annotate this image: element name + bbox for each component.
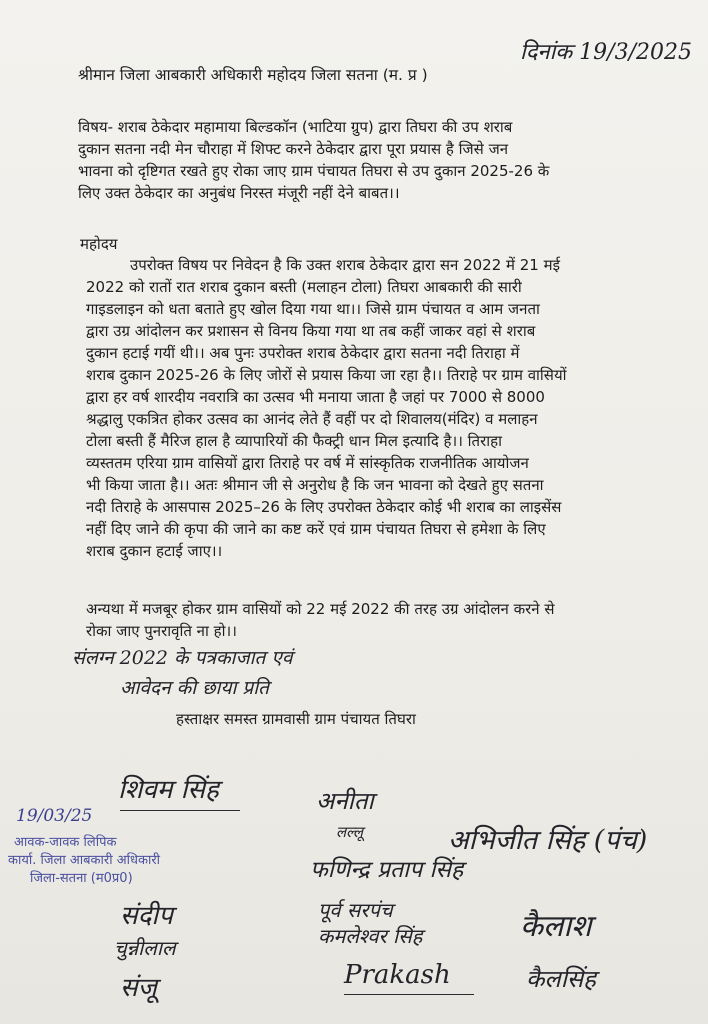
body-line: गाइडलाइन को धता बताते हुए खोल दिया गया था।। जिसे ग्राम पंचायत व आम जनता (86, 300, 540, 318)
signature: लल्लू (336, 823, 364, 841)
salutation: महोदय (80, 235, 118, 253)
closing-line: अन्यथा में मजबूर होकर ग्राम वासियों को 22 मई 2022 की तरह उग्र आंदोलन करने से (86, 600, 555, 618)
body-line: टोला बस्ती हैं मैरिज हाल है व्यापारियों की फैक्ट्री धान मिल इत्यादि है।। तिराहा (86, 432, 502, 450)
stamp-date: 19/03/25 (16, 806, 93, 826)
signature: संजू (120, 973, 157, 1003)
subject-line: दुकान सतना नदी मेन चौराहा में शिफ्ट करने ठेकेदार द्वारा पूरा प्रयास है जिसे जन (78, 140, 509, 158)
signature: शिवम सिंह (118, 775, 219, 805)
signature: चुन्नीलाल (114, 936, 176, 960)
signature: कैलाश (520, 909, 592, 944)
signature: संदीप (120, 901, 173, 931)
signature: कैलसिंह (526, 965, 596, 993)
signature: Prakash (344, 960, 451, 990)
stamp-line: आवक-जावक लिपिक (14, 835, 117, 850)
signature: अनीता (316, 787, 374, 815)
subject-line: भावना को दृष्टिगत रखते हुए रोका जाए ग्राम पंचायत तिघरा से उप दुकान 2025-26 के (78, 162, 550, 180)
stamp-line: कार्या. जिला आबकारी अधिकारी (8, 853, 161, 868)
body-line: 2022 को रातों रात शराब दुकान बस्ती (मलाहन टोला) तिघरा आबकारी की सारी (86, 278, 522, 296)
body-line: उपरोक्त विषय पर निवेदन है कि उक्त शराब ठेकेदार द्वारा सन 2022 में 21 मई (130, 256, 560, 274)
body-line: नहीं दिए जाने की कृपा की जाने का कष्ट करें एवं ग्राम पंचायत तिघरा से हमेशा के लिए (86, 520, 546, 538)
body-line: श्रद्धालु एकत्रित होकर उत्सव का आनंद लेते हैं वहीं पर दो शिवालय(मंदिर) व मलाहन (86, 410, 538, 428)
signature: कमलेश्वर सिंह (318, 924, 423, 948)
enclosure-note-line: आवेदन की छाया प्रति (120, 677, 269, 699)
subject-line: लिए उक्त ठेकेदार का अनुबंध निरस्त मंजूरी नहीं देने बाबत।। (78, 184, 400, 202)
addressee: श्रीमान जिला आबकारी अधिकारी महोदय जिला सतना (म. प्र ) (78, 66, 428, 84)
body-line: व्यस्ततम एरिया ग्राम वासियों द्वारा तिराहे पर वर्ष में सांस्कृतिक राजनीतिक आयोजन (86, 454, 529, 472)
date-line: दिनांक 19/3/2025 (520, 40, 692, 65)
receipt-stamp (4, 822, 174, 900)
signature: फणिन्द्र प्रताप सिंह (310, 857, 464, 883)
signature: अभिजीत सिंह (पंच) (448, 825, 648, 856)
body-line: द्वारा उग्र आंदोलन कर प्रशासन से विनय किया गया था तब कहीं जाकर वहां से शराब (86, 322, 536, 340)
closing-line: रोका जाए पुनरावृति ना हो।। (86, 622, 237, 640)
stamp-line: जिला-सतना (म0प्र0) (30, 871, 133, 886)
body-line: द्वारा हर वर्ष शारदीय नवरात्रि का उत्सव भी मनाया जाता है जहां पर 7000 से 8000 (86, 388, 545, 406)
signature-heading: हस्ताक्षर समस्त ग्रामवासी ग्राम पंचायत तिघरा (176, 710, 416, 728)
body-line: नदी तिराहे के आसपास 2025–26 के लिए उपरोक्त ठेकेदार कोई भी शराब का लाइसेंस (86, 498, 562, 516)
body-line: शराब दुकान 2025-26 के लिए जोरों से प्रयास किया जा रहा है।। तिराहे पर ग्राम वासियों (86, 366, 567, 384)
body-line: दुकान हटाई गयीं थी।। अब पुनः उपरोक्त शराब ठेकेदार द्वारा सतना नदी तिराहा में (86, 344, 520, 362)
enclosure-note-line: संलग्न 2022 के पत्रकाजात एवं (72, 647, 293, 669)
body-line: शराब दुकान हटाई जाए।। (86, 542, 223, 560)
signature: पूर्व सरपंच (318, 898, 393, 922)
subject-line: विषय- शराब ठेकेदार महामाया बिल्डकॉन (भाटिया ग्रुप) द्वारा तिघरा की उप शराब (78, 118, 513, 136)
body-line: भी किया जाता है।। अतः श्रीमान जी से अनुरोध है कि जन भावना को देखते हुए सतना (86, 476, 544, 494)
signature-underline (344, 994, 474, 995)
signature-underline (120, 810, 240, 811)
